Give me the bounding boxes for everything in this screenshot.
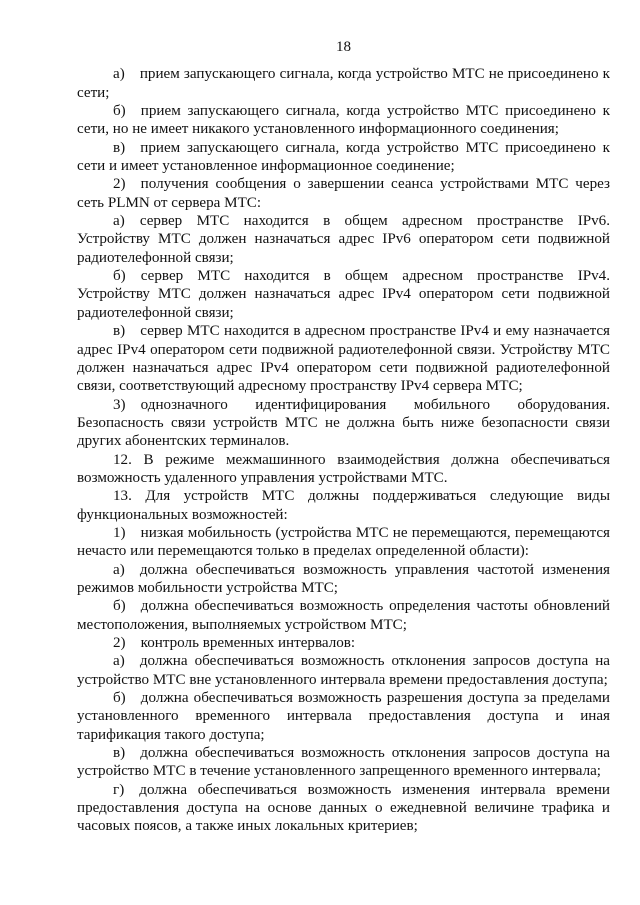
paragraph-14: 2) контроль временных интервалов: (113, 635, 356, 651)
paragraph-10: 13. Для устройств МТС должны поддерживаться следующие виды функциональных возможностей: (77, 488, 610, 523)
paragraph-11: 1) низкая мобильность (устройства МТС не перемещаются, перемещаются нечасто или перемещаются только в пределах определенной области): (77, 524, 610, 560)
paragraph-5: а) сервер МТС находится в общем адресном пространстве IPv6. Устройству МТС должен назначаться адрес IPv6 оператором сети подвижной радиотелефонной связи; (77, 213, 610, 266)
paragraph-17: в) должна обеспечиваться возможность отклонения запросов доступа на устройство МТС в течение установленного запрещенного временного интервала; (77, 745, 610, 780)
paragraph-7: в) сервер МТС находится в адресном пространстве IPv4 и ему назначается адрес IPv4 оператором сети подвижной радиотелефонной связи. Устройству МТС должен назначаться адрес IPv4 оператором сети подвижной радиотелефонной связи, соответствующий адресному пространству IPv4 сервера МТС; (77, 323, 610, 395)
paragraph-18: г) должна обеспечиваться возможность изменения интервала времени предоставления доступа на основе данных о ежедневной величине трафика и часовых поясов, а также иных локальных критериев; (77, 781, 610, 835)
paragraph-2: б) прием запускающего сигнала, когда устройство МТС присоединено к сети, но не имеет никакого установленного информационного соединения; (77, 103, 610, 138)
paragraph-15: а) должна обеспечиваться возможность отклонения запросов доступа на устройство МТС вне установленного интервала времени предоставления доступа; (77, 653, 610, 688)
paragraph-12: а) должна обеспечиваться возможность управления частотой изменения режимов мобильности устройства МТС; (77, 561, 610, 596)
paragraph-1: а) прием запускающего сигнала, когда устройство МТС не присоединено к сети; (77, 66, 610, 101)
page-number: 18 (335, 39, 352, 55)
paragraph-8: 3) однозначного идентифицирования мобильного оборудования. Безопасность связи устройств МТС не должна быть ниже безопасности связи других абонентских терминалов. (77, 396, 610, 450)
paragraph-9: 12. В режиме межмашинного взаимодействия должна обеспечиваться возможность удаленного управления устройствами МТС. (77, 451, 610, 486)
paragraph-6: б) сервер МТС находится в общем адресном пространстве IPv4. Устройству МТС должен назначаться адрес IPv4 оператором сети подвижной радиотелефонной связи; (77, 268, 610, 321)
paragraph-3: в) прием запускающего сигнала, когда устройство МТС присоединено к сети и имеет установленное информационное соединение; (77, 139, 610, 175)
paragraph-4: 2) получения сообщения о завершении сеанса устройствами МТС через сеть PLMN от сервера МТС: (77, 176, 610, 211)
paragraph-16: б) должна обеспечиваться возможность разрешения доступа за пределами установленного временного интервала предоставления доступа и иная тарификация такого доступа; (77, 690, 610, 743)
paragraph-13: б) должна обеспечиваться возможность определения частоты обновлений местоположения, выполняемых устройством МТС; (77, 598, 610, 633)
